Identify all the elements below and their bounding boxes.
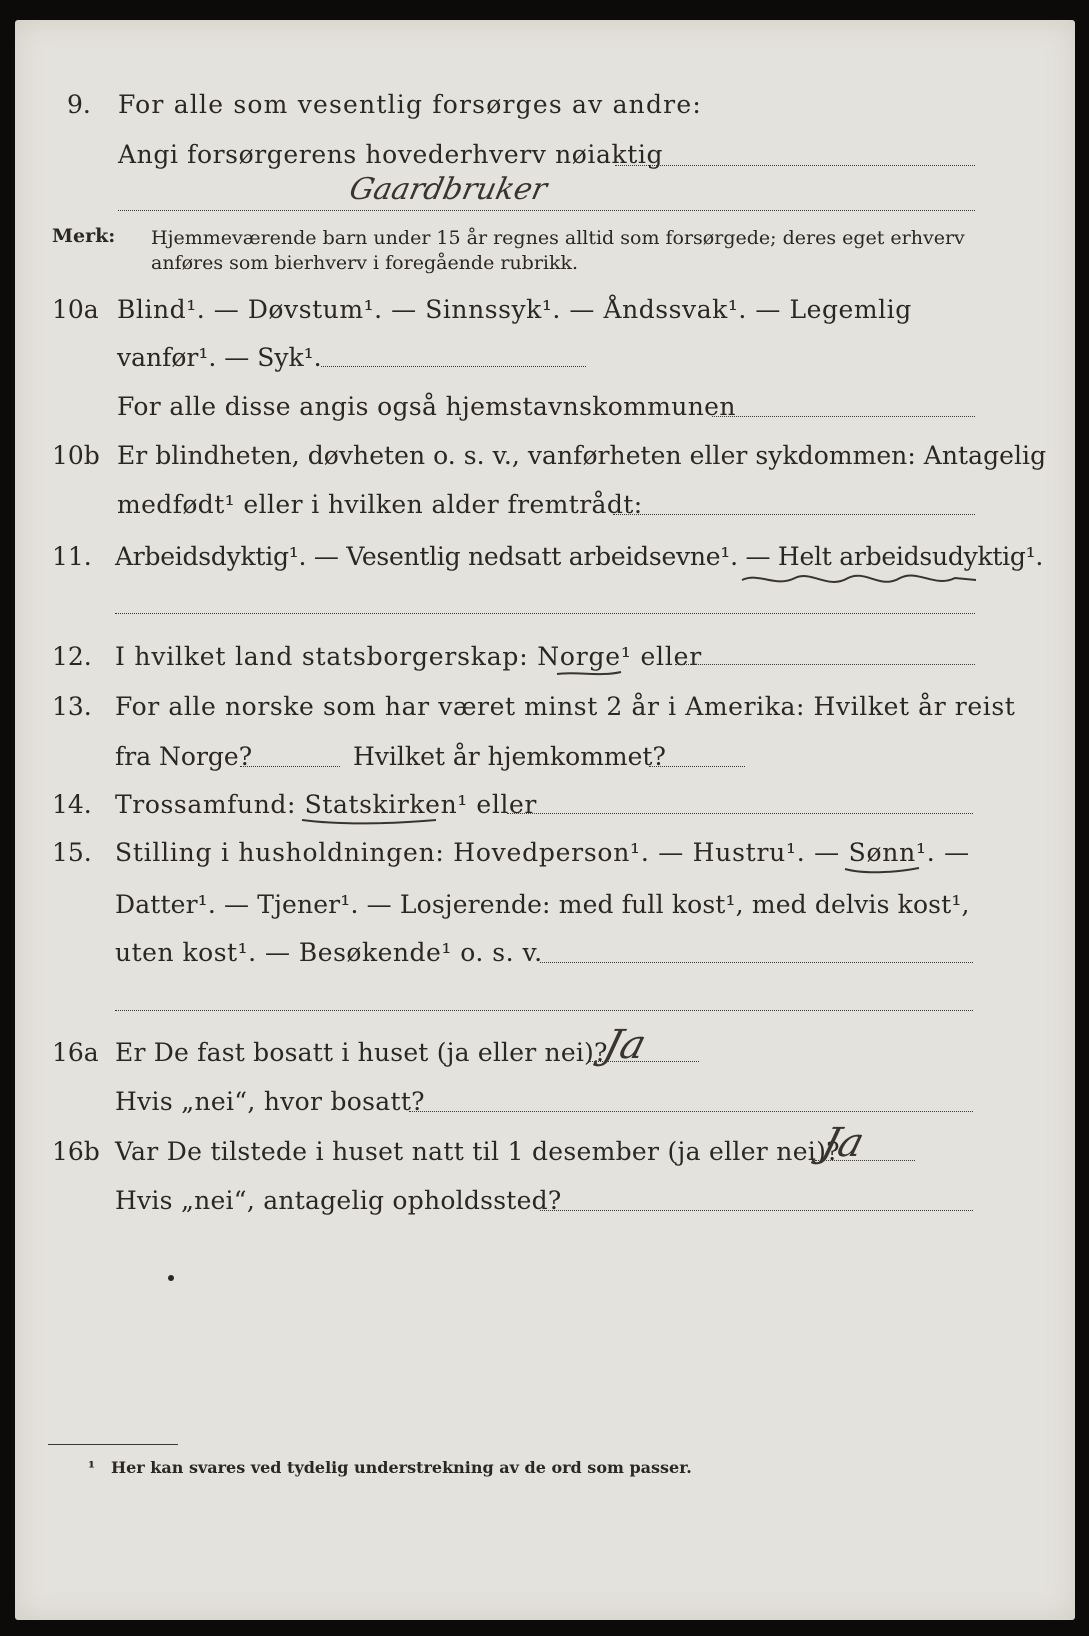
merk-label: Merk: <box>52 225 116 247</box>
q9-answer-line <box>118 210 975 211</box>
q14-underline-mark <box>300 816 440 828</box>
q10b-line1: Er blindheten, døvheten o. s. v., vanførheten eller sykdommen: Antagelig <box>117 441 1047 470</box>
q10a-line2: vanfør¹. — Syk¹. <box>117 343 322 372</box>
q10a-home-fill-line <box>712 416 975 417</box>
q10a-fill-line <box>321 366 586 367</box>
q10b-number: 10b <box>52 441 100 470</box>
q15-line1: Stilling i husholdningen: Hovedperson¹. — Hustru¹. — Sønn¹. — <box>115 838 970 867</box>
q13-line1: For alle norske som har været minst 2 år i Amerika: Hvilket år reist <box>115 692 1016 721</box>
q10b-fill-line <box>613 514 975 515</box>
q16a-fill-line <box>409 1111 973 1112</box>
q12-fill-line <box>675 664 975 665</box>
q10b-line2: medfødt¹ eller i hvilken alder fremtrådt: <box>117 490 643 519</box>
q16b-handwritten-answer: Ja <box>816 1120 870 1166</box>
q16b-line2: Hvis „nei“, antagelig opholdssted? <box>115 1186 562 1215</box>
q13-line2b: Hvilket år hjemkommet? <box>353 742 666 771</box>
q10a-line1: Blind¹. — Døvstum¹. — Sinnssyk¹. — Åndssvak¹. — Legemlig <box>117 295 912 324</box>
q15-line3: uten kost¹. — Besøkende¹ o. s. v. <box>115 938 543 967</box>
merk-line1: Hjemmeværende barn under 15 år regnes alltid som forsørgede; deres eget erhverv <box>151 227 965 249</box>
q16b-line1: Var De tilstede i huset natt til 1 desember (ja eller nei)? <box>115 1137 840 1166</box>
merk-line2: anføres som bierhverv i foregående rubrikk. <box>151 252 579 274</box>
q16a-answer-fill-line <box>589 1061 699 1062</box>
q12-line1: I hvilket land statsborgerskap: Norge¹ eller <box>115 642 702 671</box>
q9-line2: Angi forsørgerens hovederhverv nøiaktig <box>118 140 664 169</box>
census-form-page <box>15 20 1075 1620</box>
q14-number: 14. <box>52 790 92 819</box>
q16a-line2: Hvis „nei“, hvor bosatt? <box>115 1087 425 1116</box>
q9-handwritten-answer: Gaardbruker <box>346 172 551 207</box>
q15-number: 15. <box>52 838 92 867</box>
q13-right-fill-line <box>649 766 745 767</box>
q16b-fill-line <box>540 1210 973 1211</box>
q11-wavy-underline-mark <box>740 570 980 592</box>
q9-fill-line <box>615 165 975 166</box>
q15-extra-fill-line <box>115 1010 973 1011</box>
q16b-answer-fill-line <box>815 1160 915 1161</box>
q16a-line1: Er De fast bosatt i huset (ja eller nei)? <box>115 1038 608 1067</box>
ink-speck <box>168 1275 174 1281</box>
q9-number: 9. <box>67 90 91 119</box>
footnote-text: Her kan svares ved tydelig understrekning av de ord som passer. <box>111 1458 692 1477</box>
q13-left-fill-line <box>240 766 340 767</box>
q10a-number: 10a <box>52 295 99 324</box>
footnote-mark: ¹ <box>88 1458 96 1477</box>
q16a-handwritten-answer: Ja <box>598 1022 652 1068</box>
q12-number: 12. <box>52 642 92 671</box>
q14-line1: Trossamfund: Statskirken¹ eller <box>115 790 537 819</box>
q15-line2: Datter¹. — Tjener¹. — Losjerende: med full kost¹, med delvis kost¹, <box>115 890 970 919</box>
q14-fill-line <box>507 813 973 814</box>
footnote-rule <box>48 1444 178 1445</box>
q11-fill-line <box>115 613 975 614</box>
q9-line1: For alle som vesentlig forsørges av andre: <box>118 90 702 119</box>
q11-line1: Arbeidsdyktig¹. — Vesentlig nedsatt arbeidsevne¹. — Helt arbeidsudyktig¹. <box>115 542 1044 571</box>
q16a-number: 16a <box>52 1038 99 1067</box>
q10a-line3: For alle disse angis også hjemstavnskommunen <box>117 392 736 421</box>
q13-number: 13. <box>52 692 92 721</box>
q11-number: 11. <box>52 542 92 571</box>
q16b-number: 16b <box>52 1137 100 1166</box>
q15-underline-mark <box>843 865 923 877</box>
q12-underline-mark <box>555 668 625 680</box>
q15-fill-line <box>540 962 973 963</box>
q13-line2a: fra Norge? <box>115 742 253 771</box>
